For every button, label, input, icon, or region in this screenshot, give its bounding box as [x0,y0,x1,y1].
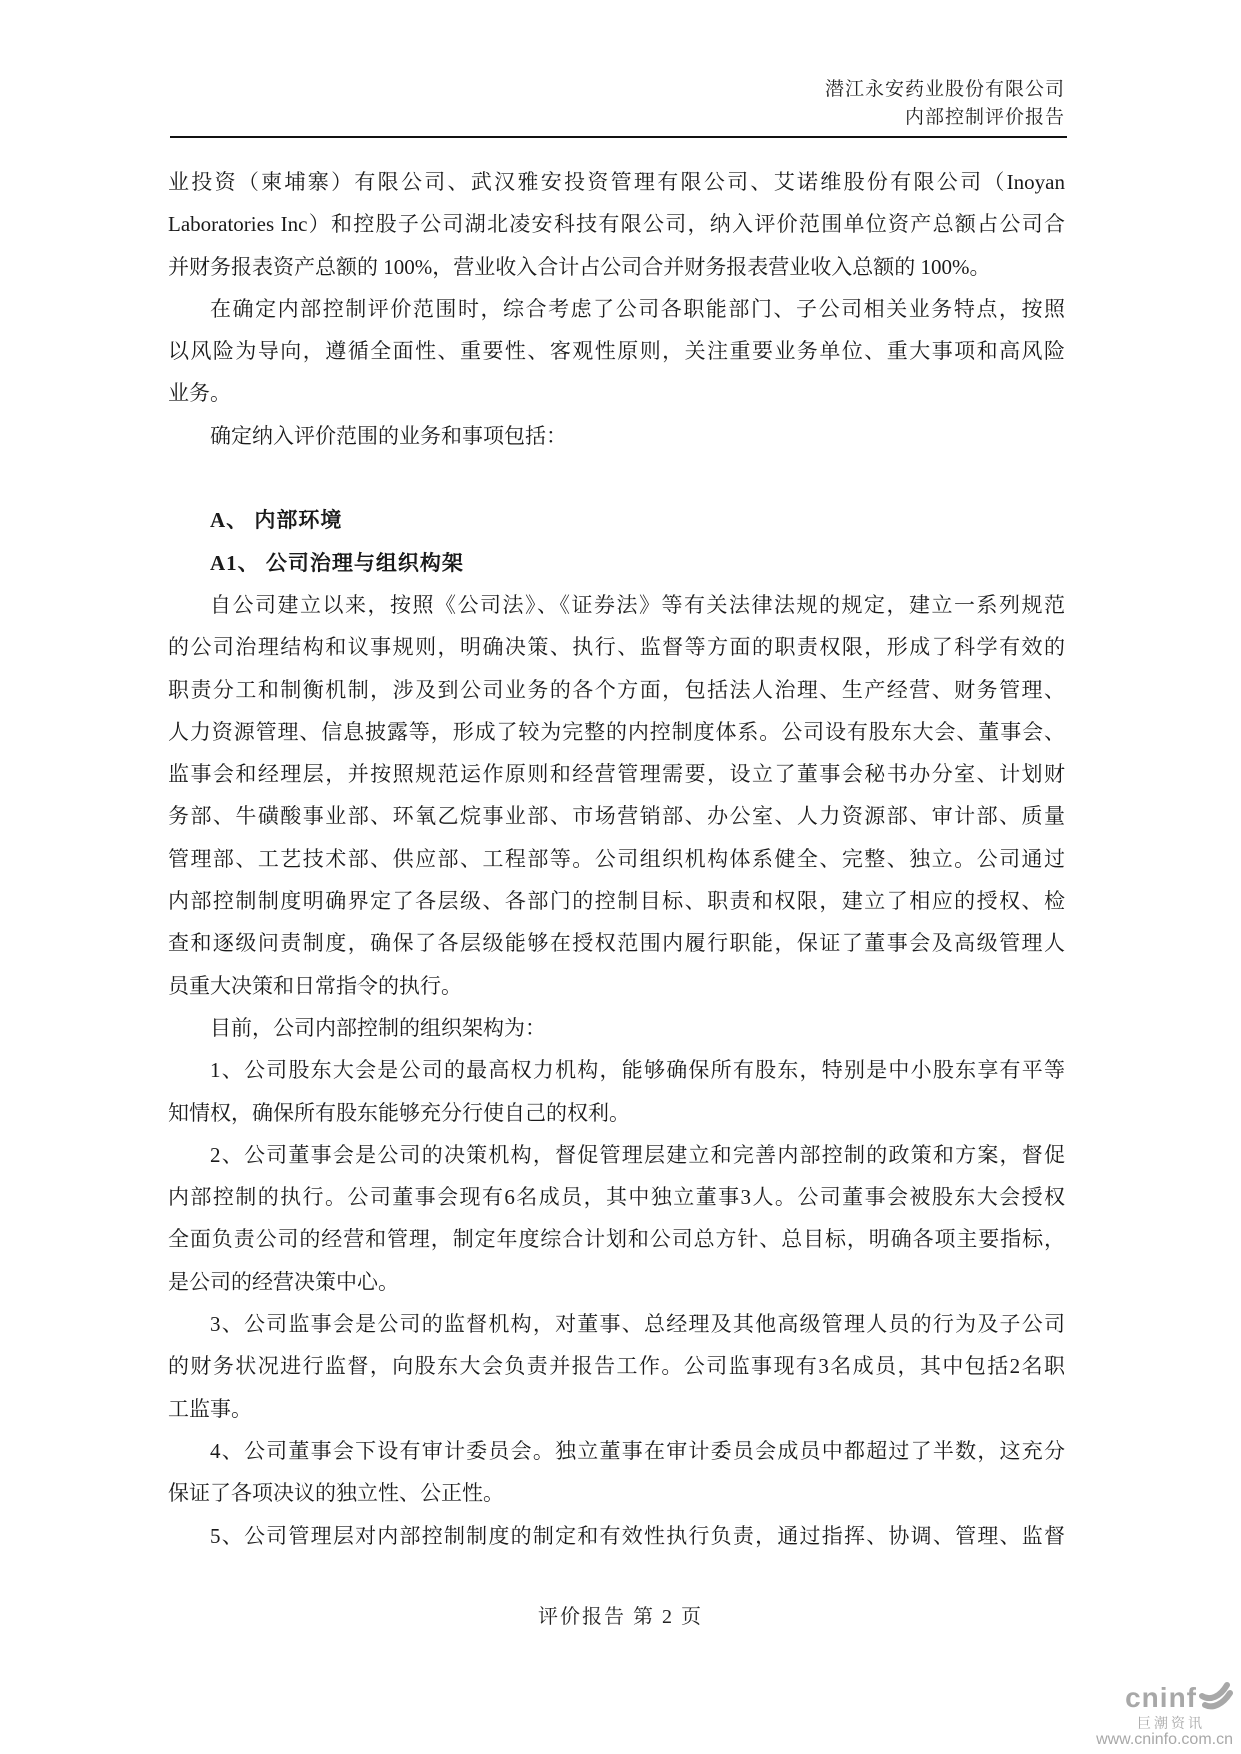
text-line: 全面负责公司的经营和管理，制定年度综合计划和公司总方针、总目标，明确各项主要指标， [168,1227,1065,1252]
text-line: 工监事。 [168,1396,252,1421]
text-line: 3、公司监事会是公司的监督机构，对董事、总经理及其他高级管理人员的行为及子公司 [210,1312,1065,1337]
text-line: 2、公司董事会是公司的决策机构，督促管理层建立和完善内部控制的政策和方案，督促 [210,1142,1065,1167]
text-line: 业务。 [168,381,231,406]
cninfo-logo-url: www.cninfo.com.cn [1096,1731,1233,1749]
text-line: 的财务状况进行监督，向股东大会负责并报告工作。公司监事现有3名成员，其中包括2名职 [168,1354,1065,1379]
section-heading: A1、 公司治理与组织构架 [210,550,464,575]
text-line: 知情权，确保所有股东能够充分行使自己的权利。 [168,1100,630,1125]
text-line: Laboratories Inc）和控股子公司湖北凌安科技有限公司，纳入评价范围单位资产总额占公司合 [168,212,1065,237]
section-heading: A、 内部环境 [210,508,343,533]
text-line: 5、公司管理层对内部控制制度的制定和有效性执行负责，通过指挥、协调、管理、监督 [210,1523,1065,1548]
text-line: 1、公司股东大会是公司的最高权力机构，能够确保所有股东，特别是中小股东享有平等 [210,1058,1065,1083]
text-line: 并财务报表资产总额的 100%，营业收入合计占公司合并财务报表营业收入总额的 100%。 [168,254,991,279]
text-line: 是公司的经营决策中心。 [168,1269,399,1294]
text-line: 确定纳入评价范围的业务和事项包括： [210,423,567,448]
text-line: 4、公司董事会下设有审计委员会。独立董事在审计委员会成员中都超过了半数，这充分 [210,1438,1065,1463]
text-line: 职责分工和制衡机制，涉及到公司业务的各个方面，包括法人治理、生产经营、财务管理、 [168,677,1065,702]
header-report-title: 内部控制评价报告 [904,107,1065,128]
text-line: 内部控制制度明确界定了各层级、各部门的控制目标、职责和权限，建立了相应的授权、检 [168,889,1065,914]
text-line: 人力资源管理、信息披露等，形成了较为完整的内控制度体系。公司设有股东大会、董事会、 [168,719,1065,744]
text-line: 务部、牛磺酸事业部、环氧乙烷事业部、市场营销部、办公室、人力资源部、审计部、质量 [168,804,1065,829]
text-line: 保证了各项决议的独立性、公正性。 [168,1481,504,1506]
text-line: 员重大决策和日常指令的执行。 [168,973,462,998]
text-line: 业投资（柬埔寨）有限公司、武汉雅安投资管理有限公司、艾诺维股份有限公司（Inoyan [168,170,1065,194]
document-body [168,161,1065,1557]
text-line: 查和逐级问责制度，确保了各层级能够在授权范围内履行职能，保证了董事会及高级管理人 [168,931,1065,956]
text-line: 管理部、工艺技术部、供应部、工程部等。公司组织机构体系健全、完整、独立。公司通过 [168,846,1065,871]
cninfo-logo-swoosh-icon [1199,1680,1233,1715]
text-line: 目前，公司内部控制的组织架构为： [210,1015,546,1040]
text-line: 的公司治理结构和议事规则，明确决策、执行、监督等方面的职责权限，形成了科学有效的 [168,635,1065,660]
text-line: 内部控制的执行。公司董事会现有6名成员，其中独立董事3人。公司董事会被股东大会授权 [168,1185,1065,1210]
page-footer [0,1600,1241,1629]
cninfo-logo [1096,1680,1233,1749]
text-line [168,457,1065,499]
text-line: 在确定内部控制评价范围时，综合考虑了公司各职能部门、子公司相关业务特点，按照 [210,296,1065,321]
text-line: 监事会和经理层，并按照规范运作原则和经营管理需要，设立了董事会秘书办分室、计划财 [168,762,1065,787]
header-company-name: 潜江永安药业股份有限公司 [824,79,1065,100]
cninfo-logo-chinese: 巨潮资讯 [1137,1714,1205,1731]
text-line: 自公司建立以来，按照《公司法》、《证券法》等有关法律法规的规定，建立一系列规范 [210,592,1065,617]
page-header [825,76,1065,132]
header-rule [170,136,1067,138]
page-number-label: 评价报告 第 2 页 [538,1606,703,1628]
cninfo-logo-top [1096,1680,1233,1715]
text-line: 以风险为导向，遵循全面性、重要性、客观性原则，关注重要业务单位、重大事项和高风险 [168,339,1065,364]
cninfo-logo-text: cninf [1125,1681,1197,1713]
